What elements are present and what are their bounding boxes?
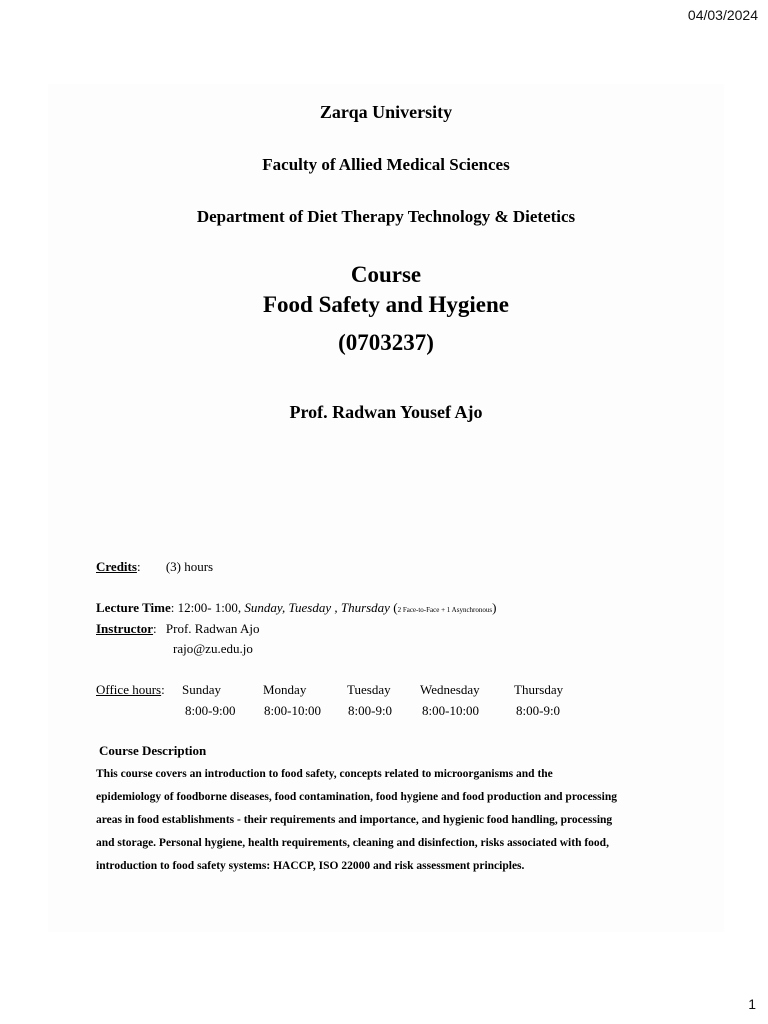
course-description-heading: Course Description [99, 743, 207, 758]
slide-date: 04/03/2024 [687, 7, 758, 23]
lecture-note-open: ( [389, 600, 398, 615]
office-time: 8:00-10:00 [264, 703, 322, 718]
instructor-row [96, 621, 259, 637]
office-hours-label-group [96, 682, 165, 698]
office-time: 8:00-9:00 [185, 703, 236, 718]
office-day: Monday [263, 682, 307, 697]
office-hours-label: Office hours [96, 682, 162, 697]
description-line: introduction to food safety systems: HACCP, ISO 22000 and risk assessment principles. [96, 860, 525, 872]
page-number: 1 [748, 996, 756, 1012]
office-day: Sunday [182, 682, 221, 697]
description-line: epidemiology of foodborne diseases, food contamination, food hygiene and food production and processing [96, 791, 617, 803]
professor-name: Prof. Radwan Yousef Ajo [289, 402, 483, 422]
lecture-note-close: ) [492, 600, 497, 615]
credits-value: (3) hours [165, 559, 214, 574]
course-code: (0703237) [338, 330, 434, 355]
description-line: areas in food establishments - their requirements and importance, and hygienic food handling, processing [96, 814, 613, 826]
lecture-time-label: Lecture Time [96, 600, 171, 615]
instructor-email: rajo@zu.edu.jo [173, 641, 253, 656]
description-line: This course covers an introduction to food safety, concepts related to microorganisms and the [96, 768, 553, 780]
lecture-time-value: : 12:00- 1:00, [170, 600, 245, 615]
office-time: 8:00-9:0 [516, 703, 561, 718]
lecture-days: Sunday, Tuesday , Thursday [244, 600, 390, 615]
credits-row [96, 559, 213, 575]
lecture-time-row [96, 600, 496, 616]
office-time: 8:00-10:00 [422, 703, 480, 718]
office-hours-colon: : [161, 682, 165, 697]
document-page [48, 84, 724, 932]
university-name: Zarqa University [319, 102, 453, 122]
credits-label: Credits [96, 559, 137, 574]
office-day: Thursday [514, 682, 564, 697]
credits-colon: : [136, 559, 141, 574]
instructor-label: Instructor [96, 621, 154, 636]
course-title: Food Safety and Hygiene [263, 292, 509, 317]
office-day: Tuesday [347, 682, 391, 697]
office-time: 8:00-9:0 [348, 703, 393, 718]
instructor-name: Prof. Radwan Ajo [165, 621, 260, 636]
department-name: Department of Diet Therapy Technology & Dietetics [196, 207, 576, 226]
description-line: and storage. Personal hygiene, health requirements, cleaning and disinfection, risks associated with food, [96, 837, 609, 849]
course-label: Course [350, 262, 422, 287]
lecture-note: 2 Face-to-Face + 1 Asynchronous [397, 606, 493, 614]
instructor-colon: : [153, 621, 157, 636]
faculty-name: Faculty of Allied Medical Sciences [262, 155, 510, 174]
office-day: Wednesday [420, 682, 480, 697]
